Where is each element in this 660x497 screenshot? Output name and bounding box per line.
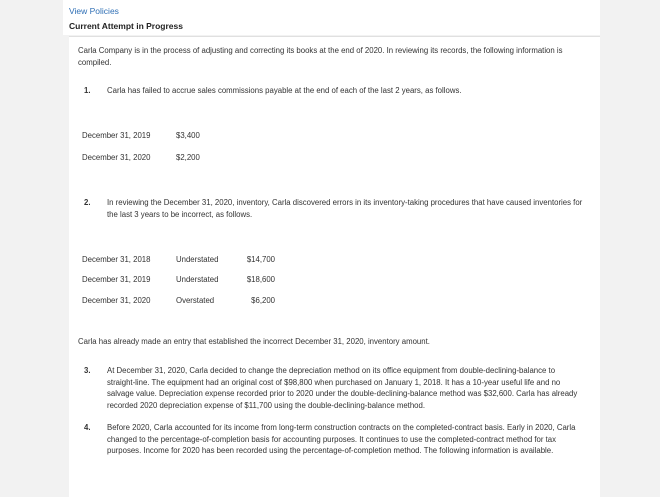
table-cell-date: December 31, 2020 <box>82 153 151 162</box>
view-policies-link[interactable]: View Policies <box>69 6 119 16</box>
table-cell-date: December 31, 2020 <box>82 296 151 305</box>
table-cell-status: Overstated <box>176 296 215 305</box>
item-text: Carla has failed to accrue sales commissions payable at the end of each of the last 2 years, as follows. <box>107 86 462 95</box>
table-cell-amount: $18,600 <box>246 275 275 284</box>
item-text: In reviewing the December 31, 2020, inventory, Carla discovered errors in its inventory-taking procedures that have caused inventories for the last 3 years to be incorrect, as follows. <box>107 198 583 219</box>
question-panel <box>69 36 600 497</box>
table-cell-amount: $14,700 <box>246 255 275 264</box>
attempt-status: Current Attempt in Progress <box>69 21 183 31</box>
table-cell-date: December 31, 2019 <box>82 275 151 284</box>
item-number: 4. <box>84 423 91 432</box>
inventory-note: Carla has already made an entry that established the incorrect December 31, 2020, inventory amount. <box>78 337 430 346</box>
item-number: 2. <box>84 198 91 207</box>
table-cell-date: December 31, 2018 <box>82 255 151 264</box>
table-cell-amount: $2,200 <box>176 153 200 162</box>
table-cell-amount: $3,400 <box>176 131 200 140</box>
item-text: Before 2020, Carla accounted for its income from long-term construction contracts on the completed-contract basis. Early in 2020, Carla changed to the percentage-of-completion basis for accounting purposes. It continues to use the completed-contract method for tax purposes. Income for 2020 has been recorded using the percentage-of-completion method. The following information is available. <box>107 423 576 456</box>
item-number: 1. <box>84 86 91 95</box>
table-cell-date: December 31, 2019 <box>82 131 151 140</box>
item-number: 3. <box>84 366 91 375</box>
table-cell-amount: $6,200 <box>251 296 275 305</box>
intro-text: Carla Company is in the process of adjusting and correcting its books at the end of 2020. In reviewing its records, the following information is compiled. <box>78 46 563 67</box>
table-cell-status: Understated <box>176 255 219 264</box>
item-text: At December 31, 2020, Carla decided to change the depreciation method on its office equipment from double-declining-balance to straight-line. The equipment had an original cost of $98,800 when purchased on January 1, 2018. It has a 10-year useful life and no salvage value. Depreciation expense recorded prior to 2020 under the double-declining-balance method was $32,600. Carla has already recorded 2020 depreciation expense of $11,700 using the double-declining-balance method. <box>107 366 578 410</box>
table-cell-status: Understated <box>176 275 219 284</box>
